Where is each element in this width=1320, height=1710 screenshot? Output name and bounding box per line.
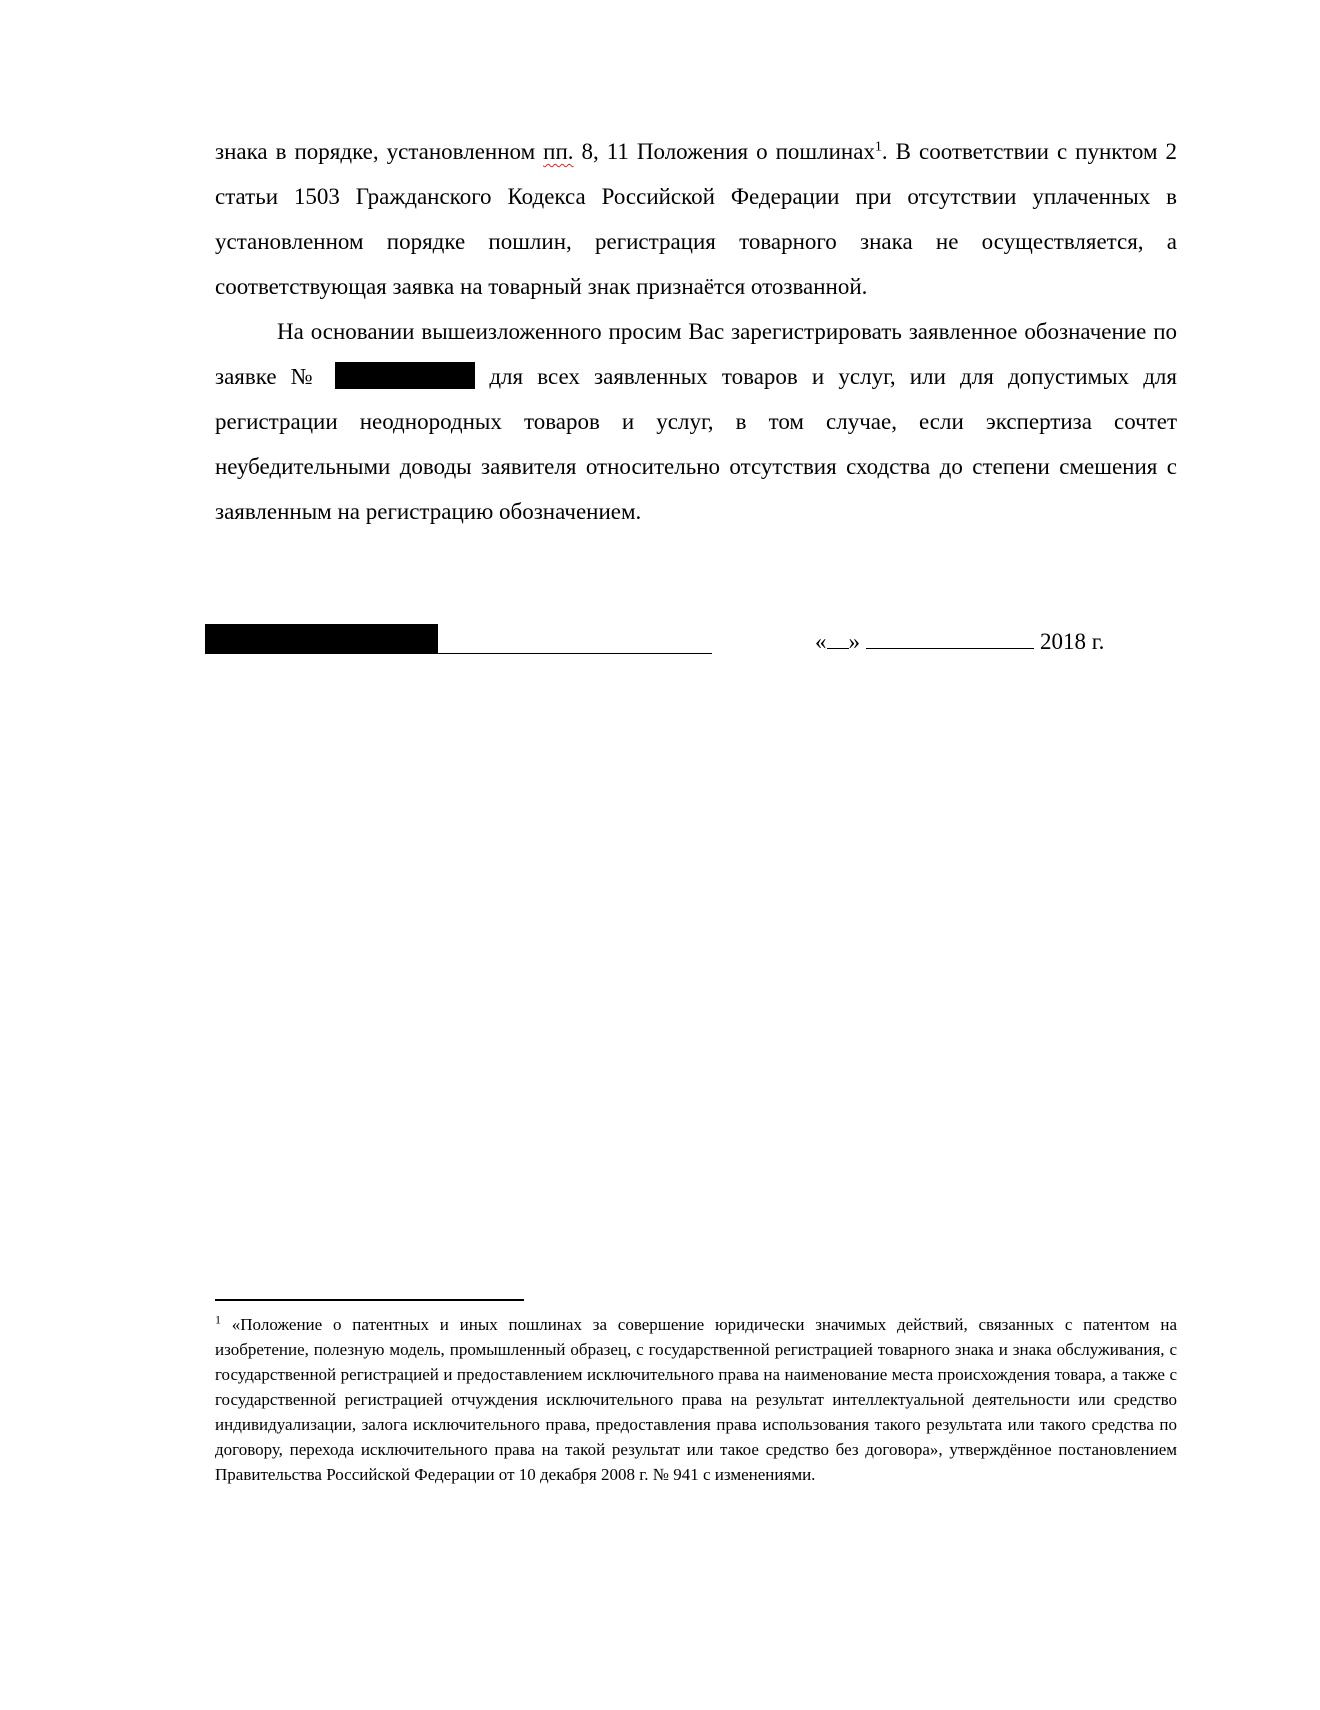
paragraph-fees (215, 129, 1177, 309)
date-close-quote: » (848, 629, 860, 654)
paragraph-request (215, 309, 1177, 534)
paragraph-fees-part1: знака в порядке, установленном (215, 139, 544, 164)
date-year: 2018 г. (1040, 629, 1105, 654)
date-open-quote: « (815, 629, 827, 654)
signature-line (205, 624, 1187, 660)
signature-underline (438, 653, 712, 654)
paragraph-fees-part2: 8, 11 Положения о пошлинах (573, 139, 875, 164)
footnote-separator (215, 1299, 524, 1301)
footnote-reference[interactable]: 1 (874, 139, 882, 155)
paragraph-request-part1: На основании вышеизложенного просим Вас зарегистрировать заявленное обозначение по заявке № (215, 319, 1177, 389)
footnote-text: «Положение о патентных и иных пошлинах за совершение юридически значимых действий, связанных с патентом на изобретение, полезную модель, промышленный образец, с государственной регистрацией товарного знака и знака обслуживания, с государственной регистрацией и предоставлением исключительного права на наименование места происхождения товара, а также с государственной регистрацией отчуждения исключительного права на результат интеллектуальной деятельности или средство индивидуализации, залога исключительного права, предоставления права использования такого результата или такого средства по договору, перехода исключительного права на такой результат или такое средство без договора», утверждённое постановлением Правительства Российской Федерации от 10 декабря 2008 г. № 941 с изменениями. (215, 1315, 1177, 1484)
footnote (215, 1312, 1177, 1487)
body-text (215, 129, 1177, 534)
spellcheck-flagged-word: пп. (543, 139, 574, 164)
paragraph-fees-part3: . В соответствии с пунктом 2 статьи 1503 Гражданского Кодекса Российской Федерации при отсутствии уплаченных в установленном порядке пошлин, регистрация товарного знака не осуществляется, а соответствующая заявка на товарный знак признаётся отозванной. (215, 139, 1177, 299)
footnote-marker: 1 (215, 1312, 221, 1327)
date-field (815, 624, 1104, 660)
day-blank (827, 624, 849, 649)
paragraph-request-part2: для всех заявленных товаров и услуг, или для допустимых для регистрации неоднородных товаров и услуг, в том случае, если экспертиза сочтет неубедительными доводы заявителя относительно отсутствия сходства до степени смешения с заявленным на регистрацию обозначением. (215, 364, 1177, 524)
month-blank (866, 624, 1034, 649)
redacted-application-number (335, 362, 475, 389)
redacted-signatory-name (205, 624, 438, 654)
